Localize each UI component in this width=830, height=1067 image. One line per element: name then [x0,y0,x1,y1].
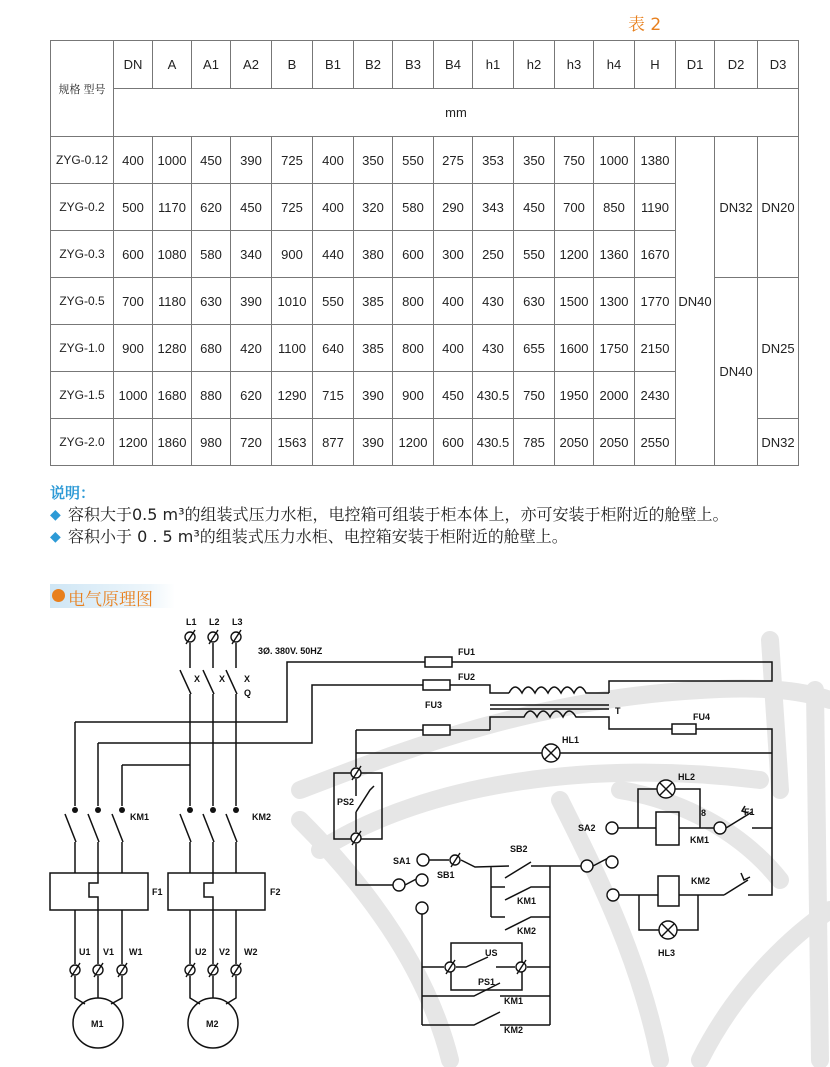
label-sa2: SA2 [578,823,596,833]
value-cell: 450 [514,184,555,231]
value-cell: 450 [231,184,272,231]
column-header: A2 [231,41,272,89]
watermark-logo [300,640,830,1060]
value-cell: 1010 [272,278,313,325]
corner-header: 规格 型号 [51,41,114,137]
column-header: B3 [393,41,434,89]
value-cell: 300 [434,231,473,278]
value-cell: 1280 [153,325,192,372]
value-cell: 290 [434,184,473,231]
merged-cell-d3: DN32 [758,419,799,466]
value-cell: 1200 [393,419,434,466]
model-cell: ZYG-1.5 [51,372,114,419]
value-cell: 430 [473,325,514,372]
value-cell: 1750 [594,325,635,372]
value-cell: 1170 [153,184,192,231]
value-cell: 390 [231,137,272,184]
label-sa1: SA1 [393,856,411,866]
label-x: X [244,674,251,684]
value-cell: 725 [272,137,313,184]
value-cell: 380 [354,231,393,278]
value-cell: 550 [313,278,354,325]
label-ps1: PS1 [478,977,496,987]
value-cell: 720 [231,419,272,466]
value-cell: 700 [555,184,594,231]
label-w2: W2 [244,947,258,957]
value-cell: 2550 [635,419,676,466]
label-hl2: HL2 [678,772,696,782]
value-cell: 715 [313,372,354,419]
terminal-icon [231,963,241,977]
label-km1: KM1 [130,812,150,822]
value-cell: 900 [114,325,153,372]
label-fu1: FU1 [458,647,476,657]
column-header: B4 [434,41,473,89]
value-cell: 1180 [153,278,192,325]
terminal-icon [70,963,80,977]
merged-cell-d3: DN20 [758,137,799,278]
value-cell: 250 [473,231,514,278]
value-cell: 430 [473,278,514,325]
column-header: H [635,41,676,89]
value-cell: 900 [272,231,313,278]
value-cell: 2050 [555,419,594,466]
label-km1: KM1 [690,835,710,845]
value-cell: 1000 [114,372,153,419]
column-header: h2 [514,41,555,89]
value-cell: 750 [514,372,555,419]
value-cell: 1360 [594,231,635,278]
value-cell: 350 [514,137,555,184]
note-text: 容积小于 0 . 5 m³的组装式压力水柜、电控箱安装于柜附近的舱壁上。 [68,527,568,546]
label-f1: F1 [152,887,163,897]
label-fu3: FU3 [425,700,443,710]
column-header: h4 [594,41,635,89]
value-cell: 880 [192,372,231,419]
notes-title: 说明： [50,484,96,502]
value-cell: 600 [114,231,153,278]
value-cell: 385 [354,325,393,372]
lamp-hl1-icon [542,744,560,762]
column-header: B1 [313,41,354,89]
model-cell: ZYG-2.0 [51,419,114,466]
value-cell: 390 [354,372,393,419]
value-cell: 400 [114,137,153,184]
value-cell: 1080 [153,231,192,278]
value-cell: 350 [354,137,393,184]
terminal-icon [208,963,218,977]
model-cell: ZYG-0.12 [51,137,114,184]
label-hl3: HL3 [658,948,676,958]
value-cell: 1680 [153,372,192,419]
contact-circles [393,822,726,914]
value-cell: 550 [393,137,434,184]
model-cell: ZYG-0.5 [51,278,114,325]
value-cell: 900 [393,372,434,419]
value-cell: 980 [192,419,231,466]
value-cell: 750 [555,137,594,184]
label-f2: F2 [270,887,281,897]
value-cell: 1200 [555,231,594,278]
value-cell: 680 [192,325,231,372]
label-u1: U1 [79,947,91,957]
value-cell: 500 [114,184,153,231]
terminal-icon [185,963,195,977]
label-m2: M2 [206,1019,219,1029]
value-cell: 800 [393,325,434,372]
value-cell: 430.5 [473,372,514,419]
column-header: D2 [715,41,758,89]
terminal-icon [445,960,455,974]
model-cell: ZYG-0.2 [51,184,114,231]
terminal-icon [231,630,241,644]
value-cell: 400 [313,184,354,231]
value-cell: 620 [192,184,231,231]
value-cell: 1200 [114,419,153,466]
label-f1: F1 [744,807,755,817]
label-w1: W1 [129,947,143,957]
label-km2: KM2 [691,876,711,886]
value-cell: 725 [272,184,313,231]
model-cell: ZYG-0.3 [51,231,114,278]
label-l1: L1 [186,617,197,627]
value-cell: 420 [231,325,272,372]
contact-dots [72,807,239,813]
label-km2: KM2 [504,1025,524,1035]
label-us: US [485,948,498,958]
column-header: D3 [758,41,799,89]
lamp-hl3-icon [659,921,677,939]
column-header: B [272,41,313,89]
value-cell: 450 [192,137,231,184]
value-cell: 1860 [153,419,192,466]
merged-cell-d1: DN40 [676,137,715,466]
label-x: X [219,674,226,684]
label-km1: KM1 [517,896,537,906]
lamp-hl2-icon [657,780,675,798]
value-cell: 1563 [272,419,313,466]
column-header: D1 [676,41,715,89]
value-cell: 1500 [555,278,594,325]
label-v2: V2 [219,947,231,957]
label-fu2: FU2 [458,672,476,682]
label-x: X [194,674,201,684]
merged-cell-d3: DN25 [758,278,799,419]
value-cell: 440 [313,231,354,278]
value-cell: 1100 [272,325,313,372]
value-cell: 1000 [594,137,635,184]
terminal-icon [93,963,103,977]
terminal-icon [117,963,127,977]
schematic-wires [50,643,772,1048]
value-cell: 800 [393,278,434,325]
value-cell: 385 [354,278,393,325]
value-cell: 390 [231,278,272,325]
value-cell: 1190 [635,184,676,231]
column-header: A [153,41,192,89]
value-cell: 580 [192,231,231,278]
label-l2: L2 [209,617,220,627]
value-cell: 620 [231,372,272,419]
diamond-bullet-icon: ◆ [50,507,61,523]
value-cell: 2000 [594,372,635,419]
value-cell: 2150 [635,325,676,372]
label-hl1: HL1 [562,735,580,745]
diamond-bullet-icon: ◆ [50,529,61,545]
label-fu4: FU4 [693,712,711,722]
label-sb1: SB1 [437,870,455,880]
value-cell: 343 [473,184,514,231]
merged-cell-d2: DN32 [715,137,758,278]
value-cell: 2050 [594,419,635,466]
value-cell: 1300 [594,278,635,325]
value-cell: 1600 [555,325,594,372]
label-m1: M1 [91,1019,104,1029]
value-cell: 450 [434,372,473,419]
value-cell: 1380 [635,137,676,184]
value-cell: 1000 [153,137,192,184]
column-header: A1 [192,41,231,89]
value-cell: 1670 [635,231,676,278]
label-ps2: PS2 [337,797,355,807]
value-cell: 785 [514,419,555,466]
value-cell: 655 [514,325,555,372]
value-cell: 320 [354,184,393,231]
merged-cell-d2: DN40 [715,278,758,466]
label-l3: L3 [232,617,243,627]
value-cell: 1770 [635,278,676,325]
value-cell: 2430 [635,372,676,419]
value-cell: 390 [354,419,393,466]
label-km2: KM2 [252,812,272,822]
label-supply: 3Ø. 380V. 50HZ [258,646,323,656]
table-number-label: 表 2 [628,15,662,35]
unit-cell: mm [114,89,799,137]
model-cell: ZYG-1.0 [51,325,114,372]
value-cell: 550 [514,231,555,278]
value-cell: 700 [114,278,153,325]
terminal-icon [450,853,460,867]
value-cell: 640 [313,325,354,372]
label-v1: V1 [103,947,115,957]
value-cell: 600 [393,231,434,278]
value-cell: 1290 [272,372,313,419]
label-km2: KM2 [517,926,537,936]
value-cell: 400 [313,137,354,184]
label-km1: KM1 [504,996,524,1006]
value-cell: 850 [594,184,635,231]
value-cell: 275 [434,137,473,184]
value-cell: 600 [434,419,473,466]
column-header: B2 [354,41,393,89]
value-cell: 1950 [555,372,594,419]
column-header: DN [114,41,153,89]
value-cell: 580 [393,184,434,231]
section-title: 电气原理图 [68,590,153,610]
value-cell: 877 [313,419,354,466]
label-sb2: SB2 [510,844,528,854]
label-8: 8 [701,808,707,818]
value-cell: 630 [192,278,231,325]
label-t: T [615,706,621,716]
label-u2: U2 [195,947,207,957]
label-q: Q [244,688,252,698]
terminal-icon [516,960,526,974]
value-cell: 400 [434,325,473,372]
value-cell: 353 [473,137,514,184]
value-cell: 630 [514,278,555,325]
column-header: h3 [555,41,594,89]
terminals [70,630,526,977]
value-cell: 430.5 [473,419,514,466]
terminal-icon [185,630,195,644]
value-cell: 340 [231,231,272,278]
column-header: h1 [473,41,514,89]
terminal-icon [208,630,218,644]
note-text: 容积大于0.5 m³的组装式压力水柜，电控箱可组装于柜本体上，亦可安装于柜附近的舱壁上。 [68,505,729,524]
value-cell: 400 [434,278,473,325]
